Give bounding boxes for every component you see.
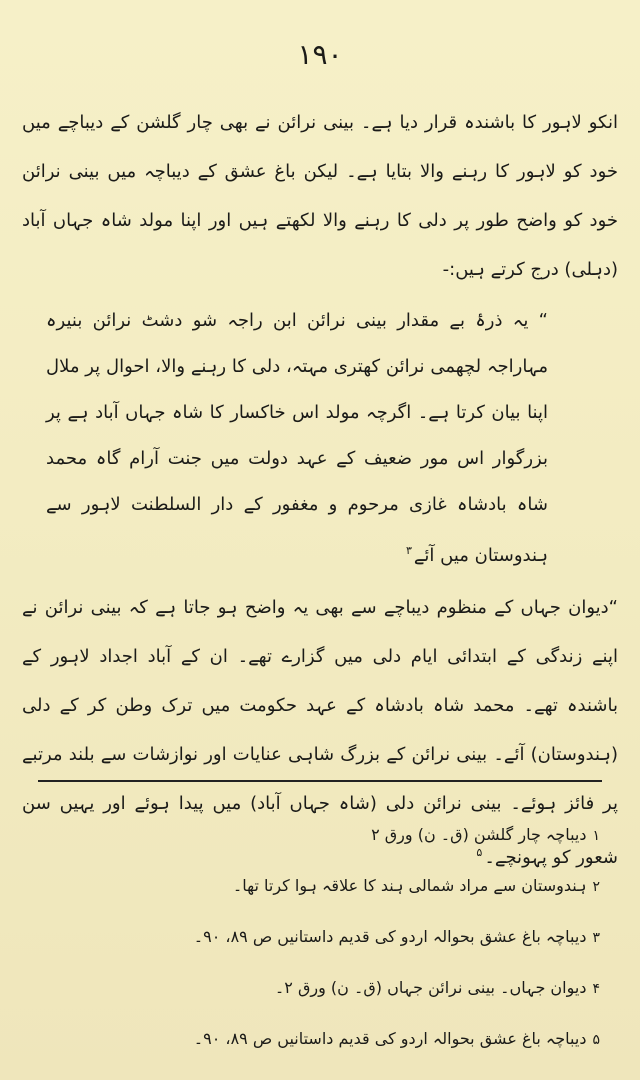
footnote-5	[40, 1014, 600, 1065]
footnote-text-2: ہندوستان سے مراد شمالی ہند کا علاقہ ہوا کرتا تھا۔	[232, 876, 587, 895]
block-quote-text: یہ ذرۂ بے مقدار بینی نرائن ابن راجہ شو دشٹ نرائن بنیرہ مہاراجہ لچھمی نرائن کھتری مہتہ، دلی کا رہنے والا، احوال پر ملال اپنا بیان کرتا ہے۔ اگرچہ مولد اس خاکسار کا شاہ جہاں آباد ہے پر بزرگوار اس مور ضعیف کے عہد دولت میں جنت آرام گاہ محمد شاہ بادشاہ غازی مرحوم و مغفور کے دار السلطنت لاہور سے ہندوستان میں آئے	[46, 310, 548, 566]
paragraph-intro	[22, 98, 618, 294]
block-quote: “ یہ ذرۂ بے مقدار بینی نرائن ابن راجہ شو دشٹ نرائن بنیرہ مہاراجہ لچھمی نرائن کھتری مہتہ، دلی کا رہنے والا، احوال پر ملال اپنا بیان کرتا ہے۔ اگرچہ مولد اس خاکسار کا شاہ جہاں آباد ہے پر بزرگوار اس مور ضعیف کے عہد دولت میں جنت آرام گاہ محمد شاہ بادشاہ غازی مرحوم و مغفور کے دار السلطنت لاہور سے ہندوستان میں آئے$^۳$	[46, 310, 549, 566]
paragraph-intro-text: انکو لاہور کا باشندہ قرار دیا ہے۔ بینی نرائن نے بھی چار گلشن کے دیباچے میں خود کو لاہور کا رہنے والا بتایا ہے۔ لیکن باغ عشق کے دیباچہ میں بینی نرائن خود کو واضح طور پر دلی کا رہنے والا لکھتے ہیں اور اپنا مولد شاہ جہاں آباد (دہلی) درج کرتے ہیں:-	[22, 112, 618, 280]
footnote-text-1: دیباچہ چار گلشن (ق۔ ن) ورق ۲	[371, 825, 587, 844]
paragraph-diwan-text: دیوان جہاں کے منظوم دیباچے سے بھی یہ واضح ہو جاتا ہے کہ بینی نرائن نے اپنے زندگی کے ابتدائی ایام دلی میں گزارے تھے۔ ان کے آباد اجداد لاہور کے باشندہ تھے۔ محمد شاہ بادشاہ کے عہد حکومت میں ترک وطن کر کے دلی (ہندوستان) آئے۔ بینی نرائن کے بزرگ شاہی عنایات اور نوازشات سے بلند مرتبے پر فائز ہوئے۔ بینی نرائن دلی (شاہ جہاں آباد) میں پیدا ہوئے اور یہیں سن شعور کو پہونچے۔	[22, 597, 618, 868]
footnote-4	[40, 963, 600, 1014]
footnote-mark-1: ۱	[592, 828, 600, 844]
footnote-2	[40, 861, 600, 912]
footnote-ref-3: ۳	[405, 544, 412, 557]
footnote-divider	[38, 780, 602, 782]
footnote-3	[40, 912, 600, 963]
footnote-ref-5: ۵	[476, 846, 483, 859]
paragraph-diwan: “دیوان جہاں کے منظوم دیباچے سے بھی یہ واضح ہو جاتا ہے کہ بینی نرائن نے اپنے زندگی کے ابتدائی ایام دلی میں گزارے تھے۔ ان کے آباد اجداد لاہور کے باشندہ تھے۔ محمد شاہ بادشاہ کے عہد حکومت میں ترک وطن کر کے دلی (ہندوستان) آئے۔ بینی نرائن کے بزرگ شاہی عنایات اور نوازشات سے بلند مرتبے پر فائز ہوئے۔ بینی نرائن دلی (شاہ جہاں آباد) میں پیدا ہوئے اور یہیں سن شعور کو پہونچے۔$^۵$	[22, 597, 618, 868]
footnote-text-4: دیوان جہاں۔ بینی نرائن جہاں (ق۔ ن) ورق ۲۔	[274, 978, 587, 997]
footnote-mark-2: ۲	[592, 879, 600, 895]
footnotes	[40, 810, 600, 1065]
footnote-text-5: دیباچہ باغ عشق بحوالہ اردو کی قدیم داستانیں ص ۸۹، ۹۰۔	[193, 1029, 587, 1048]
footnote-1	[40, 810, 600, 861]
body-text	[22, 98, 618, 882]
footnote-mark-3: ۳	[592, 930, 600, 946]
footnote-text-3: دیباچہ باغ عشق بحوالہ اردو کی قدیم داستانیں ص ۸۹، ۹۰۔	[193, 927, 587, 946]
footnote-mark-4: ۴	[592, 981, 600, 997]
page-number: ۱۹۰	[297, 38, 343, 71]
footnote-mark-5: ۵	[592, 1032, 600, 1048]
